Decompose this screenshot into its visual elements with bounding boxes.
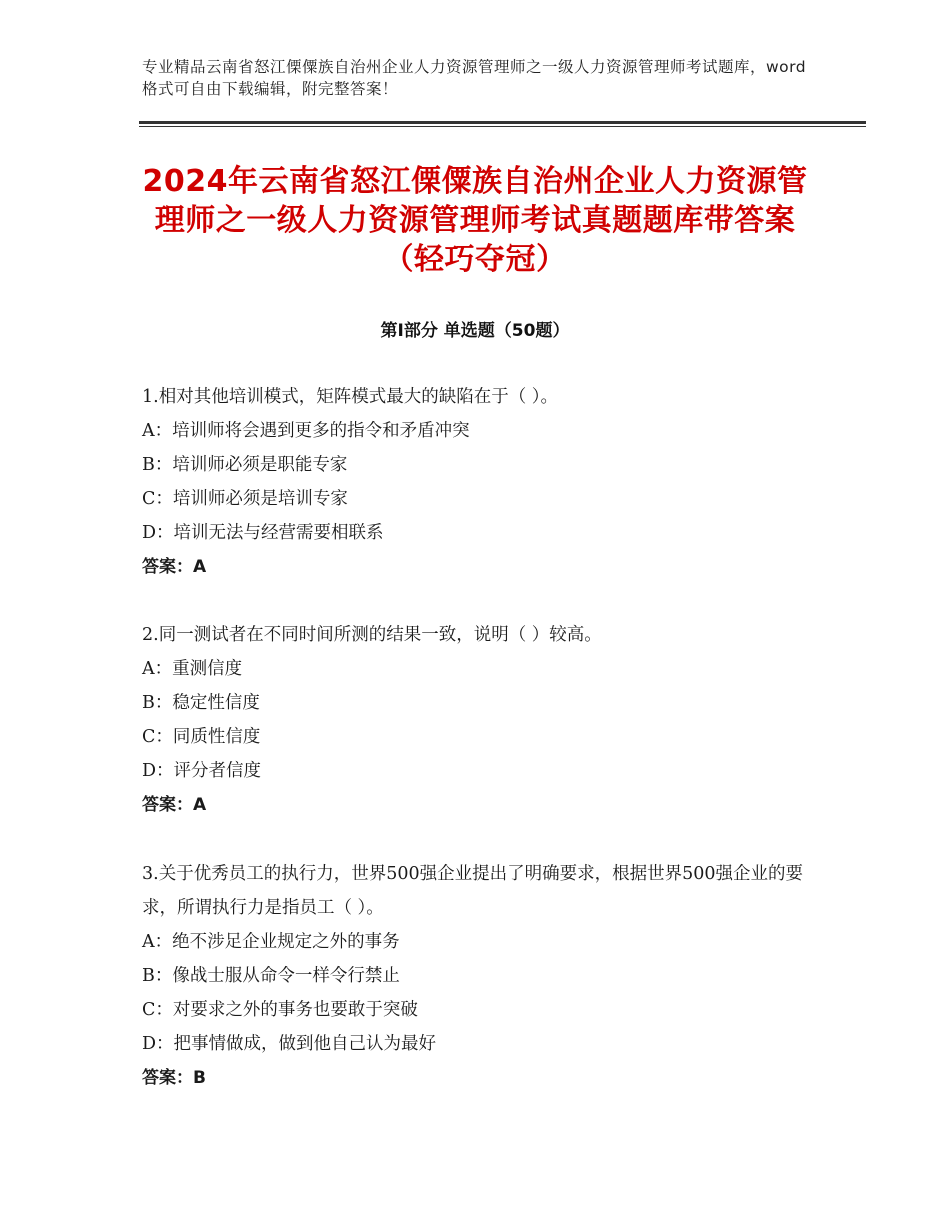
question-2 (142, 618, 822, 822)
question-1 (142, 380, 822, 584)
question-3 (142, 857, 822, 1095)
section-heading: 第Ⅰ部分 单选题（50题） (380, 321, 570, 341)
option-a: A：重测信度 (142, 659, 243, 679)
option-c: C：培训师必须是培训专家 (142, 489, 348, 509)
question-stem: 2.同一测试者在不同时间所测的结果一致，说明（ ）较高。 (142, 625, 602, 645)
answer: 答案：A (142, 557, 207, 577)
answer: 答案：B (142, 1068, 206, 1088)
answer: 答案：A (142, 795, 207, 815)
option-c: C：同质性信度 (142, 727, 261, 747)
question-stem: 3.关于优秀员工的执行力，世界500强企业提出了明确要求，根据世界500强企业的要 求，所谓执行力是指员工（ ）。 (142, 864, 803, 918)
option-b: B：稳定性信度 (142, 693, 260, 713)
option-a: A：培训师将会遇到更多的指令和矛盾冲突 (142, 421, 470, 441)
option-d: D：培训无法与经营需要相联系 (142, 523, 384, 543)
question-stem: 1.相对其他培训模式，矩阵模式最大的缺陷在于（ ）。 (142, 387, 559, 407)
option-b: B：培训师必须是职能专家 (142, 455, 348, 475)
header-note: 专业精品云南省怒江傈僳族自治州企业人力资源管理师之一级人力资源管理师考试题库，word格式可自由下载编辑，附完整答案！ (142, 58, 807, 98)
option-a: A：绝不涉足企业规定之外的事务 (142, 932, 400, 952)
option-b: B：像战士服从命令一样令行禁止 (142, 966, 400, 986)
option-c: C：对要求之外的事务也要敢于突破 (142, 1000, 418, 1020)
header-rule-thin (139, 126, 866, 127)
document-title: 2024年云南省怒江傈僳族自治州企业人力资源管理师之一级人力资源管理师考试真题题库带答案（轻巧夺冠） (142, 164, 808, 277)
header-rule-thick (139, 121, 866, 124)
option-d: D：把事情做成，做到他自己认为最好 (142, 1034, 437, 1054)
option-d: D：评分者信度 (142, 761, 262, 781)
